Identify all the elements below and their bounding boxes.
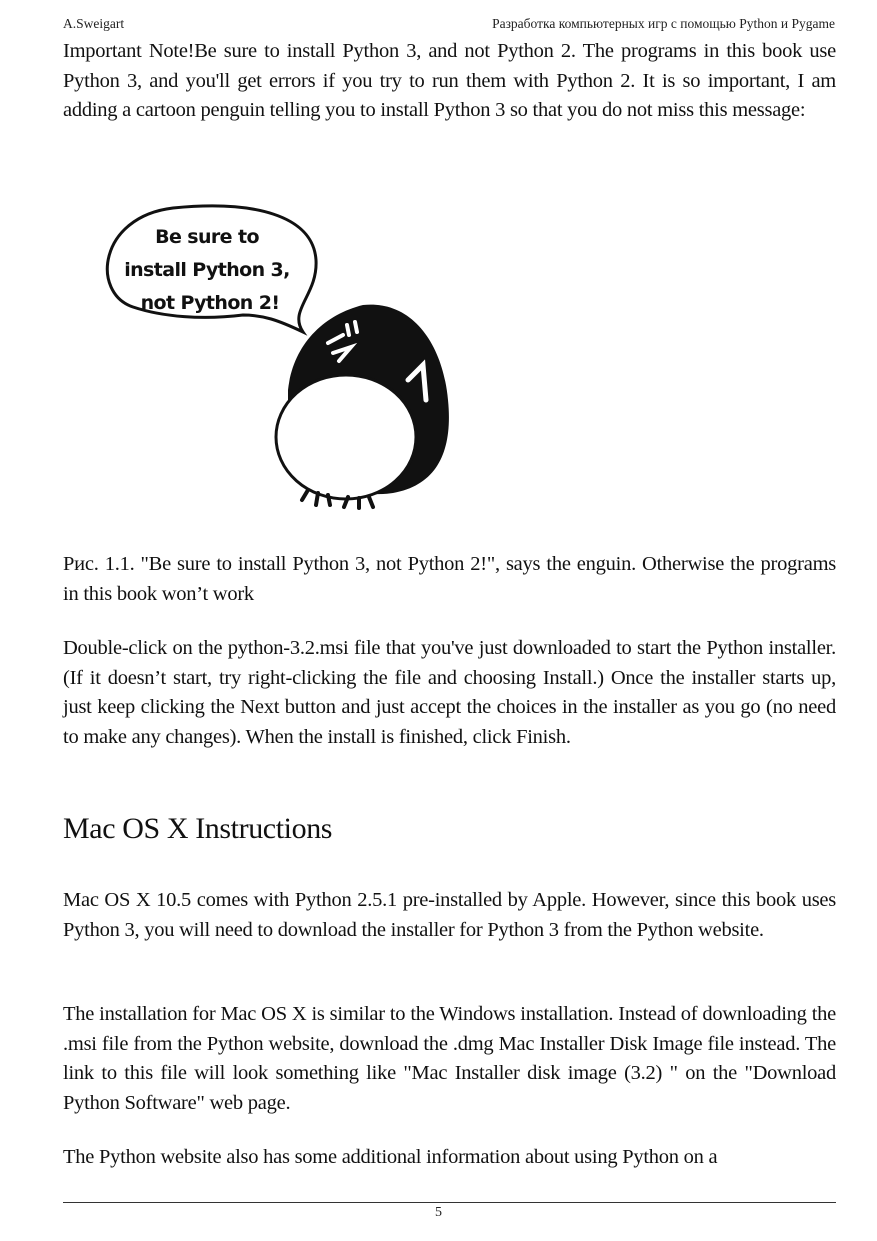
figure-caption: Рис. 1.1. "Be sure to install Python 3, not Python 2!", says the enguin. Otherwise the programs in this book won’t work: [63, 553, 836, 605]
header-book-title: Разработка компьютерных игр с помощью Python и Pygame: [492, 16, 835, 31]
important-note-paragraph: Important Note!Be sure to install Python 3, and not Python 2. The programs in this book use Python 3, and you'll get errors if you try to run them with Python 2. It is so important, I am adding a cartoon penguin telling you to install Python 3 so that you do not miss this message:: [63, 40, 836, 122]
penguin-figure: [63, 175, 488, 527]
mac-intro-paragraph: Mac OS X 10.5 comes with Python 2.5.1 pre-installed by Apple. However, since this book uses Python 3, you will need to download the installer for Python 3 from the Python website.: [63, 889, 836, 941]
bubble-line-1: Be sure to: [155, 226, 259, 248]
header-author: A.Sweigart: [63, 16, 125, 31]
section-heading: Mac OS X Instructions: [63, 812, 333, 845]
penguin-icon: [276, 305, 449, 508]
bubble-line-3: not Python 2!: [140, 292, 280, 314]
bubble-line-2: install Python 3,: [124, 259, 290, 281]
mac-install-paragraph: The installation for Mac OS X is similar to the Windows installation. Instead of downloading the .msi file from the Python website, download the .dmg Mac Installer Disk Image file instead. The link to this file will look something like "Mac Installer disk image (3.2) " on the "Download Python Software" web page.: [63, 1003, 836, 1115]
page-number: 5: [435, 1205, 442, 1220]
double-click-paragraph: Double-click on the python-3.2.msi file that you've just downloaded to start the Python installer. (If it doesn’t start, try right-clicking the file and choosing Install.) Once the installer starts up, just keep clicking the Next button and just accept the choices in the installer as you go (no need to make any changes). When the install is finished, click Finish.: [63, 637, 836, 749]
footer-divider: [63, 1202, 836, 1203]
python-website-paragraph: The Python website also has some additional information about using Python on a: [63, 1146, 718, 1168]
